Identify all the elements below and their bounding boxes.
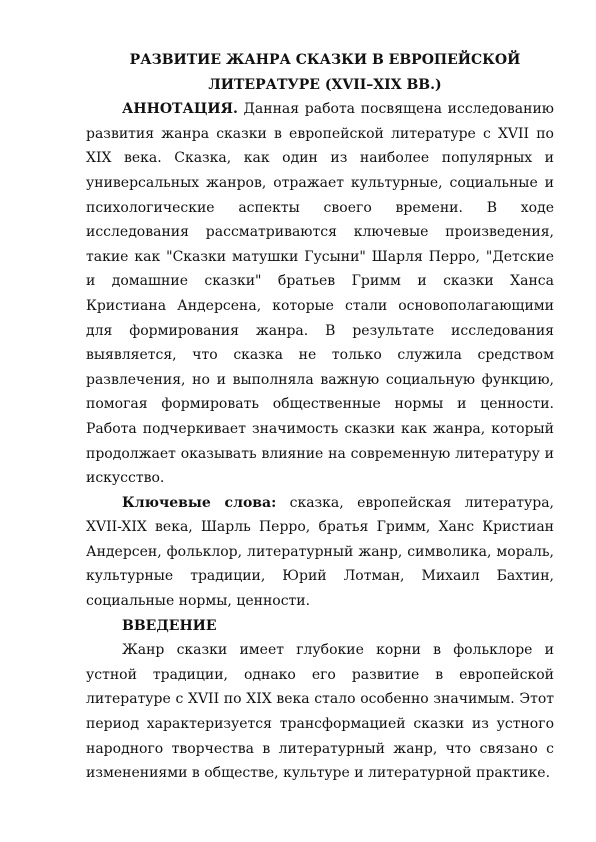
title-line-2: ЛИТЕРАТУРЕ (XVII–XIX ВВ.) bbox=[208, 76, 442, 93]
abstract-text: Данная работа посвящена исследованию развития жанра сказки в европейской литературе с XVII по XIX века. Сказка, как один из наиболее популярных и универсальных жанров, отражает культурные, социальные и психологические аспекты своего времени. В ходе исследования рассматриваются ключевые произведения, такие как "Сказки матушки Гусыни" Шарля Перро, "Детские и домашние сказки" братьев Гримм и сказки Ханса Кристиана Андерсена, которые стали основополагающими для формирования жанра. В результате исследования выявляется, что сказка не только служила средством развлечения, но и выполняла важную социальную функцию, помогая формировать общественные нормы и ценности. Работа подчеркивает значимость сказки как жанра, который продолжает оказывать влияние на современную литературу и искусство. bbox=[86, 101, 554, 487]
abstract-label: АННОТАЦИЯ. bbox=[122, 101, 238, 118]
document-page bbox=[86, 48, 554, 786]
document-title bbox=[86, 48, 554, 97]
introduction-heading: ВВЕДЕНИЕ bbox=[122, 617, 217, 634]
title-line-1: РАЗВИТИЕ ЖАНРА СКАЗКИ В ЕВРОПЕЙСКОЙ bbox=[129, 52, 521, 68]
keywords-text: сказка, европейская литература, XVII-XIX века, Шарль Перро, братья Гримм, Ханс Кристиан Андерсен, фольклор, литературный жанр, символика, мораль, культурные традиции, Юрий Лотман, Михаил Бахтин, социальные нормы, ценности. bbox=[86, 494, 554, 610]
keywords-paragraph bbox=[86, 491, 554, 614]
introduction-paragraph: Жанр сказки имеет глубокие корни в фольклоре и устной традиции, однако его развитие в европейской литературе с XVII по XIX века стало особенно значимым. Этот период характеризуется трансформацией сказки из устного народного творчества в литературный жанр, что связано с изменениями в обществе, культуре и литературной практике. bbox=[86, 642, 554, 782]
abstract-paragraph bbox=[86, 97, 554, 491]
keywords-label: Ключевые слова: bbox=[122, 494, 277, 511]
